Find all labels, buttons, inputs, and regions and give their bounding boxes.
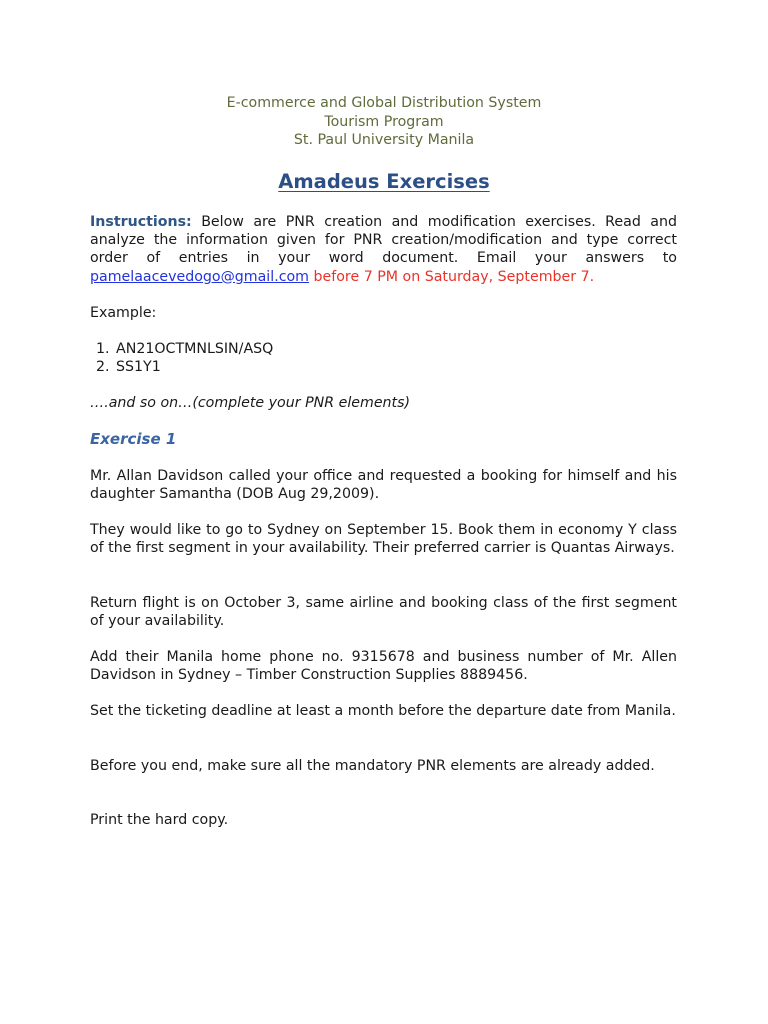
exercise-paragraph-4: Add their Manila home phone no. 9315678 and business number of Mr. Allen Davidson in Sydney – Timber Construction Supplies 8889456.	[90, 649, 677, 684]
exercise-paragraph-6: Before you end, make sure all the mandatory PNR elements are already added.	[90, 758, 655, 774]
exercise-heading: Exercise 1	[90, 430, 177, 448]
instructions-text: Below are PNR creation and modification exercises. Read and analyze the information given for PNR creation/modification and type correct order of entries in your word document. Email your answers to	[90, 214, 677, 267]
example-label: Example:	[90, 305, 157, 321]
list-item: 2. SS1Y1	[114, 358, 677, 376]
page-title: Amadeus Exercises	[278, 170, 490, 193]
exercise-paragraph-7: Print the hard copy.	[90, 812, 229, 828]
example-list-container	[90, 340, 677, 376]
instructions-paragraph	[90, 213, 677, 286]
email-link[interactable]: pamelaacevedogo@gmail.com	[90, 268, 310, 285]
exercise-paragraph-2: They would like to go to Sydney on September 15. Book them in economy Y class of the first segment in your availability. Their preferred carrier is Quantas Airways.	[90, 522, 677, 557]
instructions-label: Instructions:	[90, 214, 192, 230]
exercise-paragraph-3: Return flight is on October 3, same airline and booking class of the first segment of your availability.	[90, 595, 677, 630]
course-title: E-commerce and Global Distribution System	[226, 95, 542, 111]
list-item: 1. AN21OCTMNLSIN/ASQ	[114, 340, 677, 358]
university-name: St. Paul University Manila	[293, 132, 475, 148]
example-note: ….and so on…(complete your PNR elements)	[90, 395, 411, 411]
example-list	[90, 340, 677, 376]
program-name: Tourism Program	[324, 113, 444, 130]
exercise-paragraph-5: Set the ticketing deadline at least a month before the departure date from Manila.	[90, 703, 676, 719]
exercise-paragraph-1: Mr. Allan Davidson called your office and requested a booking for himself and his daughter Samantha (DOB Aug 29,2009).	[90, 468, 677, 503]
deadline-text: before 7 PM on Saturday, September 7.	[309, 268, 595, 285]
course-header	[0, 94, 768, 150]
